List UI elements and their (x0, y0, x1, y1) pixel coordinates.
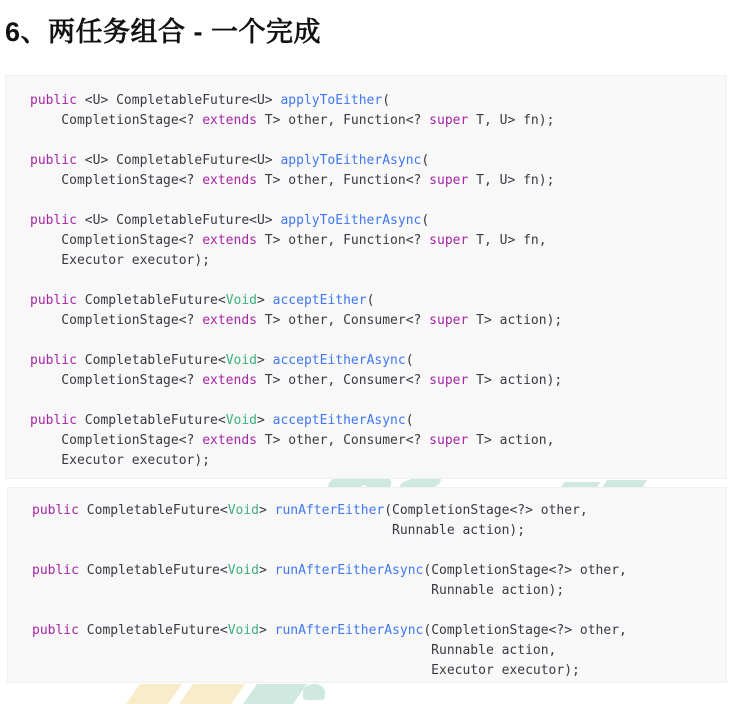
code-line (30, 271, 726, 291)
code-line: public CompletableFuture<Void> acceptEitherAsync( (30, 353, 414, 368)
code-line (30, 331, 726, 351)
code-line: CompletionStage<? extends T> other, Function<? super T, U> fn); (30, 113, 555, 128)
code-line (30, 391, 726, 411)
code-line: public <U> CompletableFuture<U> applyToEitherAsync( (30, 153, 430, 168)
watermark-shape (243, 684, 307, 704)
code-line: CompletionStage<? extends T> other, Consumer<? super T> action); (30, 373, 563, 388)
code-line: public CompletableFuture<Void> runAfterEither(CompletionStage<?> other, (32, 503, 588, 518)
code-line: public CompletableFuture<Void> runAfterEitherAsync(CompletionStage<?> other, (32, 563, 627, 578)
code-line: Executor executor); (32, 663, 580, 678)
code-line: Executor executor); (30, 453, 211, 468)
watermark-shape (179, 684, 245, 704)
code-line: Runnable action); (32, 583, 565, 598)
code-line (30, 191, 726, 211)
code-line (32, 601, 726, 621)
code-line: public <U> CompletableFuture<U> applyToEither( (30, 93, 391, 108)
code-line: Runnable action, (32, 643, 557, 658)
code-line: CompletionStage<? extends T> other, Function<? super T, U> fn, (30, 233, 547, 248)
code-line: CompletionStage<? extends T> other, Function<? super T, U> fn); (30, 173, 555, 188)
code-line: public CompletableFuture<Void> acceptEitherAsync( (30, 413, 414, 428)
code-line (30, 131, 726, 151)
code-line: public CompletableFuture<Void> acceptEither( (30, 293, 375, 308)
code-line: public CompletableFuture<Void> runAfterEitherAsync(CompletionStage<?> other, (32, 623, 627, 638)
code-line: public <U> CompletableFuture<U> applyToEitherAsync( (30, 213, 430, 228)
code-line: Runnable action); (32, 523, 526, 538)
watermark-shape (126, 684, 182, 704)
code-line: Executor executor); (30, 253, 211, 268)
section-heading: 6、两任务组合 - 一个完成 (5, 17, 322, 47)
code-block-run-after-either (7, 487, 727, 683)
code-line: CompletionStage<? extends T> other, Consumer<? super T> action); (30, 313, 563, 328)
code-line (32, 541, 726, 561)
code-line: CompletionStage<? extends T> other, Consumer<? super T> action, (30, 433, 555, 448)
code-block-either-apply-accept (5, 75, 727, 479)
